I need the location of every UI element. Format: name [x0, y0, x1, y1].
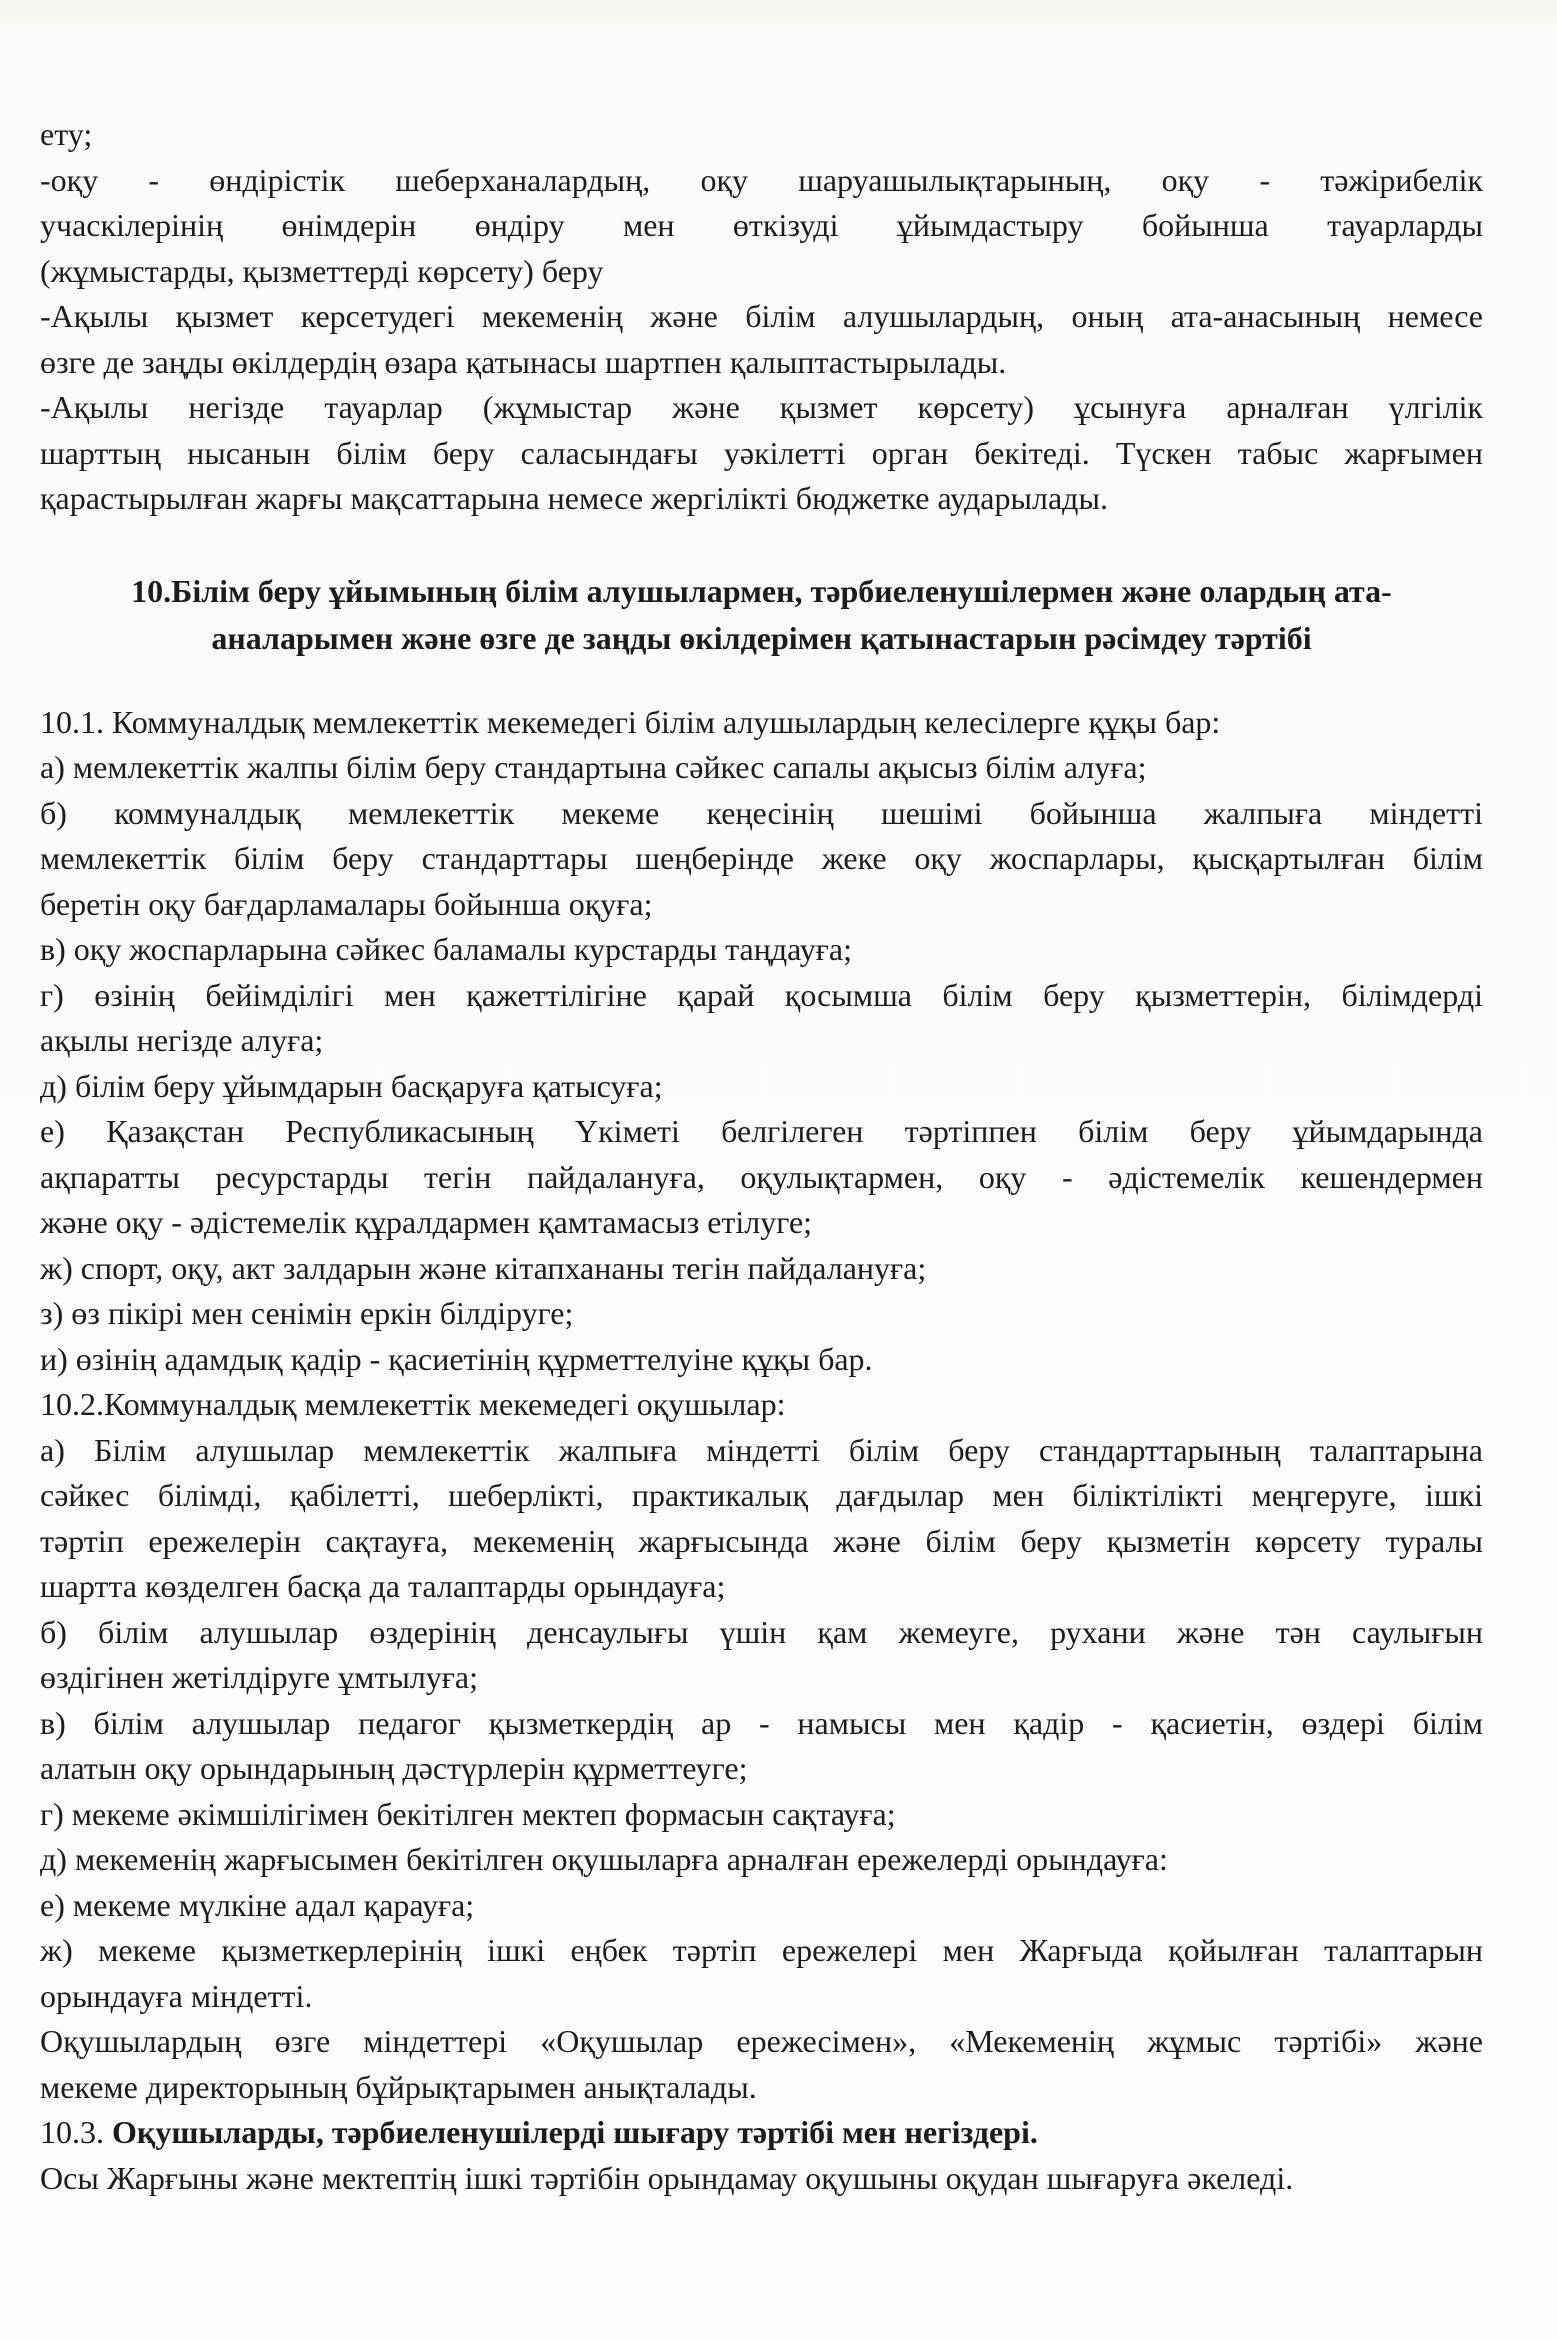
body-line: 10.2.Коммуналдық мемлекеттік мекемедегі оқушылар: [40, 1386, 786, 1422]
section-10-3-heading [40, 2110, 1483, 2156]
body-line: ж) спорт, оқу, акт залдарын және кітапхананы тегін пайдалануға; [40, 1249, 927, 1286]
body-line: в) білім алушылар педагог қызметкердің ар - намысы мен қадір - қасиетін, өздері білім [40, 1704, 1483, 1741]
body-line: д) мекеменің жарғысымен бекітілген оқушыларға арналған ережелерді орындауға: [40, 1841, 1168, 1877]
body-line: сәйкес білімді, қабілетті, шеберлікті, практикалық дағдылар мен біліктілікті меңгеруге, ішкі [40, 1477, 1483, 1513]
body-line: Оқушылардың өзге міндеттері «Оқушылар ережесімен», «Мекеменің жұмыс тәртібі» және [40, 2023, 1483, 2059]
body-line: з) өз пікірі мен сенімін еркін білдіруге; [40, 1295, 574, 1331]
closing-line: Осы Жарғыны және мектептің ішкі тәртібін орындамау оқушыны оқудан шығаруға әкеледі. [40, 2159, 1294, 2196]
intro-line: -оқу - өндірістік шеберханалардың, оқу шаруашылықтарының, оқу - тәжірибелік [40, 161, 1483, 198]
section-title: Оқушыларды, тәрбиеленушілерді шығару тәртібі мен негіздері. [112, 2114, 1038, 2150]
intro-line: -Ақылы қызмет керсетудегі мекеменің және білім алушылардың, оның ата-анасының немесе [40, 298, 1483, 334]
body-line: 10.1. Коммуналдық мемлекеттік мекемедегі білім алушылардың келесілерге құқы бар: [40, 703, 1221, 740]
spacer [40, 522, 1483, 568]
body-line: е) Қазақстан Республикасының Үкіметі белгілеген тәртіппен білім беру ұйымдарында [40, 1113, 1483, 1149]
body-line: өздігінен жетілдіруге ұмтылуға; [40, 1659, 479, 1695]
heading-line-1: 10.Білім беру ұйымының білім алушылармен, тәрбиеленушілермен және олардың ата- [131, 572, 1392, 609]
intro-block [40, 112, 1483, 522]
intro-line: -Ақылы негізде тауарлар (жұмыстар және қызмет көрсету) ұсынуға арналған үлгілік [40, 389, 1483, 425]
body-line: орындауға міндетті. [40, 1977, 313, 2014]
spacer [40, 662, 1483, 700]
section-10-heading [40, 568, 1483, 662]
body-line: ж) мекеме қызметкерлерінің ішкі еңбек тәртіп ережелері мен Жарғыда қойылған талаптарын [40, 1932, 1483, 1968]
body-line: мемлекеттік білім беру стандарттары шеңберінде жеке оқу жоспарлары, қысқартылған білім [40, 840, 1483, 876]
body-line: шартта көзделген басқа да талаптарды орындауға; [40, 1568, 726, 1604]
body-line: г) мекеме әкімшілігімен бекітілген мектеп формасын сақтауға; [40, 1795, 896, 1832]
heading-line-2: аналарымен және өзге де заңды өкілдерімен қатынастарын рәсімдеу тәртібі [211, 619, 1312, 656]
body-line: а) мемлекеттік жалпы білім беру стандартына сәйкес сапалы ақысыз білім алуға; [40, 749, 1147, 785]
body-line: е) мекеме мүлкіне адал қарауға; [40, 1886, 475, 1923]
intro-line: шарттың нысанын білім беру саласындағы уәкілетті орган бекітеді. Түскен табыс жарғымен [40, 434, 1483, 471]
body-line: және оқу - әдістемелік құралдармен қамтамасыз етілуге; [40, 1204, 813, 1240]
body-line: ақпаратты ресурстарды тегін пайдалануға, оқулықтармен, оқу - әдістемелік кешендермен [40, 1158, 1483, 1195]
body-line: в) оқу жоспарларына сәйкес баламалы курстарды таңдауға; [40, 931, 852, 967]
body-line: ақылы негізде алуға; [40, 1022, 324, 1058]
body-line: мекеме директорының бұйрықтарымен анықталады. [40, 2068, 757, 2105]
body-line: г) өзінің бейімділігі мен қажеттілігіне қарай қосымша білім беру қызметтерін, білімдерді [40, 976, 1483, 1013]
body-line: б) білім алушылар өздерінің денсаулығы үшін қам жемеуге, рухани және тән саулығын [40, 1613, 1483, 1650]
intro-line: учаскілерінің өнімдерін өндіру мен өткізуді ұйымдастыру бойынша тауарларды [40, 207, 1483, 243]
body-line: д) білім беру ұйымдарын басқаруға қатысуға; [40, 1067, 663, 1104]
section-10-body [40, 700, 1483, 2111]
intro-line: өзге де заңды өкілдердің өзара қатынасы шартпен қалыптастырылады. [40, 343, 1007, 380]
section-number: 10.3. [40, 2114, 112, 2150]
body-line: а) Білім алушылар мемлекеттік жалпыға міндетті білім беру стандарттарының талаптарына [40, 1431, 1483, 1468]
body-line: тәртіп ережелерін сақтауға, мекеменің жарғысында және білім беру қызметін көрсету туралы [40, 1522, 1483, 1559]
intro-line: ету; [40, 116, 93, 152]
body-line: алатын оқу орындарының дәстүрлерін құрметтеуге; [40, 1750, 748, 1786]
intro-line: қарастырылған жарғы мақсаттарына немесе жергілікті бюджетке аударылады. [40, 480, 1108, 516]
body-line: и) өзінің адамдық қадір - қасиетінің құрметтелуіне құқы бар. [40, 1340, 873, 1377]
intro-line: (жұмыстарды, қызметтерді көрсету) беру [40, 252, 604, 289]
body-line: б) коммуналдық мемлекеттік мекеме кеңесінің шешімі бойынша жалпыға міндетті [40, 794, 1483, 831]
body-line: беретін оқу бағдарламалары бойынша оқуға; [40, 885, 653, 922]
